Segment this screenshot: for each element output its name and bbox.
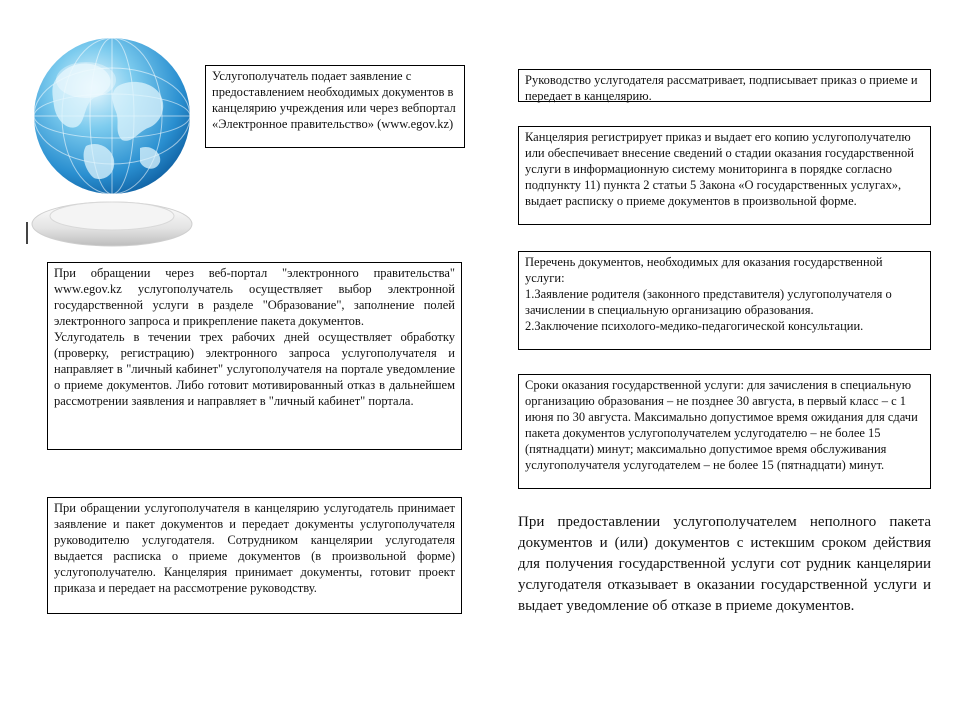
refusal-note [518,512,931,634]
required-documents-item-1: 1.Заявление родителя (законного представителя) услугополучателя о зачислении в специальную организацию образования. [525,287,892,317]
required-documents-box [518,251,931,350]
globe-illustration [20,28,205,253]
egov-portal-procedure-box [47,262,462,450]
step-office-registration-box [518,126,931,225]
service-deadlines-box [518,374,931,489]
egov-portal-procedure-p2: Услугодатель в течении трех рабочих дней осуществляет обработку (проверку, регистрацию) электронного запроса услугополучателя и направляет в "личный кабинет" услугополучателя на портале уведомление о приеме документов. Либо готовит мотивированный отказ в дальнейшем рассмотрении заявления и направляет в "личный кабинет" портала. [54,330,455,408]
globe-icon [20,28,205,253]
service-deadlines-text: Сроки оказания государственной услуги: для зачисления в специальную организацию образования – не позднее 30 августа, в первый класс – с 1 июня по 30 августа. Максимально допустимое время ожидания для сдачи пакета документов услугополучателем услугодателю – не более 15 (пятнадцати) минут; максимально допустимое время обслуживания услугополучателя услугодателем – не более 15 (пятнадцати) минут. [525,378,918,472]
step-submit-application-text: Услугополучатель подает заявление с предоставлением необходимых документов в канцелярию учреждения или через вебпортал «Электронное правительство» (www.egov.kz) [212,69,456,131]
step-office-registration-text: Канцелярия регистрирует приказ и выдает его копию услугополучателю или обеспечивает внесение сведений о стадии оказания государственной услуги в информационную систему мониторинга в порядке согласно подпункту 11) пункта 2 статьи 5 Закона «О государственных услугах», выдает расписку о приеме документов в произвольной форме. [525,130,914,208]
edge-mark [26,222,28,244]
step-management-review-text: Руководство услугодателя рассматривает, подписывает приказ о приеме и передает в канцелярию. [525,73,918,103]
office-procedure-box [47,497,462,614]
step-submit-application-box [205,65,465,148]
required-documents-item-2: 2.Заключение психолого-медико-педагогической консультации. [525,319,864,333]
refusal-note-text: При предоставлении услугополучателем неполного пакета документов и (или) документов с истекшим сроком действия для получения государственной услуги сот рудник канцелярии услугодателя отказывает в оказании государственной услуги и выдает уведомление об отказе в приеме документов. [518,514,931,614]
office-procedure-text: При обращении услугополучателя в канцелярию услугодатель принимает заявление и пакет документов и передает документы услугополучателя руководителю услугодателя. Сотрудником канцелярии услугодателя выдается расписка о приеме документов (в произвольной форме) услугополучателю. Канцелярия принимает документы, готовит проект приказа и передает на рассмотрение руководству. [54,501,455,595]
egov-portal-procedure-p1: При обращении через веб-портал "электронного правительства" www.egov.kz услугополучатель осуществляет выбор электронной государственной услуги в разделе "Образование", заполнение полей электронного запроса и прикрепление пакета документов. [54,266,455,328]
required-documents-title: Перечень документов, необходимых для оказания государственной услуги: [525,255,883,285]
step-management-review-box [518,69,931,102]
